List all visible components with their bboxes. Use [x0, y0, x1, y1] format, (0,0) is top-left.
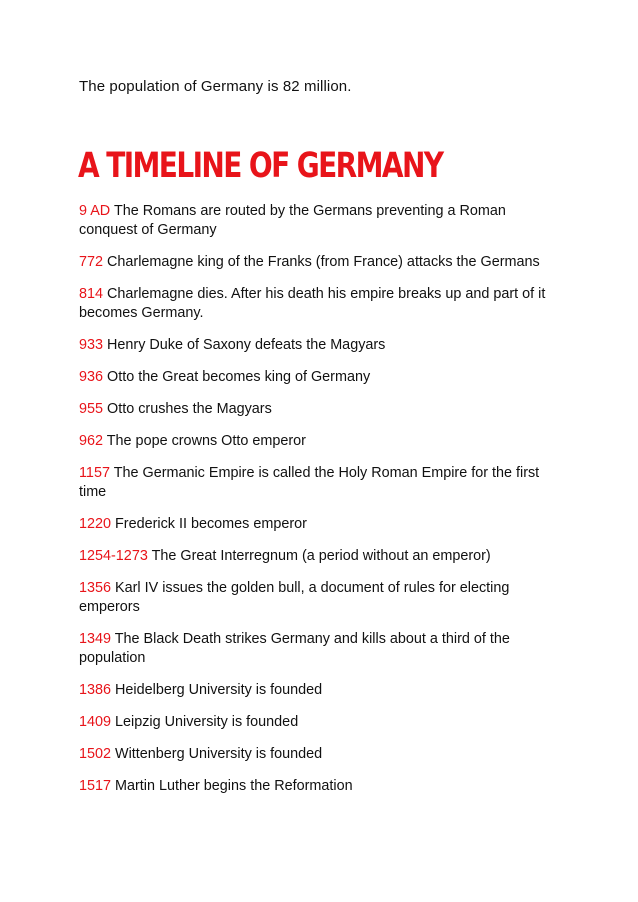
timeline-entry	[79, 400, 559, 419]
entry-year: 1517	[79, 778, 112, 794]
timeline-entry	[79, 202, 559, 240]
entry-text: Charlemagne dies. After his death his empire breaks up and part of it becomes Germany.	[79, 286, 546, 321]
entry-text: The pope crowns Otto emperor	[106, 433, 306, 449]
entry-text: Otto crushes the Magyars	[107, 401, 272, 417]
timeline-entry	[79, 579, 559, 617]
entry-text: Martin Luther begins the Reformation	[115, 778, 353, 794]
timeline-entry	[79, 253, 559, 272]
entry-year: 1220	[79, 516, 112, 532]
entry-text: Charlemagne king of the Franks (from France) attacks the Germans	[107, 254, 540, 270]
timeline-entry	[79, 681, 559, 700]
entry-year: 1157	[79, 465, 110, 481]
entry-text: Karl IV issues the golden bull, a document of rules for electing emperors	[79, 580, 510, 615]
entry-year: 1409	[79, 714, 112, 730]
entry-year: 933	[79, 337, 104, 353]
entry-year: 936	[79, 369, 104, 385]
timeline-entry	[79, 515, 559, 534]
timeline-list	[79, 202, 559, 809]
entry-year: 1349	[79, 631, 112, 647]
entry-year: 1254-1273	[79, 548, 148, 564]
timeline-entry	[79, 630, 559, 668]
entry-year: 772	[79, 254, 104, 270]
entry-text: The Black Death strikes Germany and kills about a third of the population	[79, 631, 510, 666]
entry-year: 814	[79, 286, 104, 302]
entry-text: The Great Interregnum (a period without an emperor)	[151, 548, 491, 564]
entry-year: 1502	[79, 746, 112, 762]
timeline-entry	[79, 777, 559, 796]
entry-year: 1386	[79, 682, 112, 698]
entry-text: Otto the Great becomes king of Germany	[107, 369, 371, 385]
entry-text: Wittenberg University is founded	[115, 746, 323, 762]
timeline-entry	[79, 713, 559, 732]
page-title: A TIMELINE OF GERMANY	[78, 146, 443, 186]
timeline-entry	[79, 336, 559, 355]
timeline-entry	[79, 745, 559, 764]
timeline-entry	[79, 368, 559, 387]
timeline-entry	[79, 285, 559, 323]
entry-text: The Germanic Empire is called the Holy Roman Empire for the first time	[79, 465, 540, 500]
entry-text: Leipzig University is founded	[115, 714, 299, 730]
entry-year: 9 AD	[79, 203, 111, 219]
entry-text: Frederick II becomes emperor	[115, 516, 307, 532]
entry-text: The Romans are routed by the Germans preventing a Roman conquest of Germany	[79, 203, 506, 238]
entry-year: 1356	[79, 580, 112, 596]
entry-text: Henry Duke of Saxony defeats the Magyars	[107, 337, 386, 353]
entry-year: 962	[79, 433, 104, 449]
timeline-entry	[79, 547, 559, 566]
timeline-entry	[79, 432, 559, 451]
intro-text: The population of Germany is 82 million.	[79, 78, 352, 95]
entry-text: Heidelberg University is founded	[115, 682, 323, 698]
entry-year: 955	[79, 401, 104, 417]
timeline-entry	[79, 464, 559, 502]
